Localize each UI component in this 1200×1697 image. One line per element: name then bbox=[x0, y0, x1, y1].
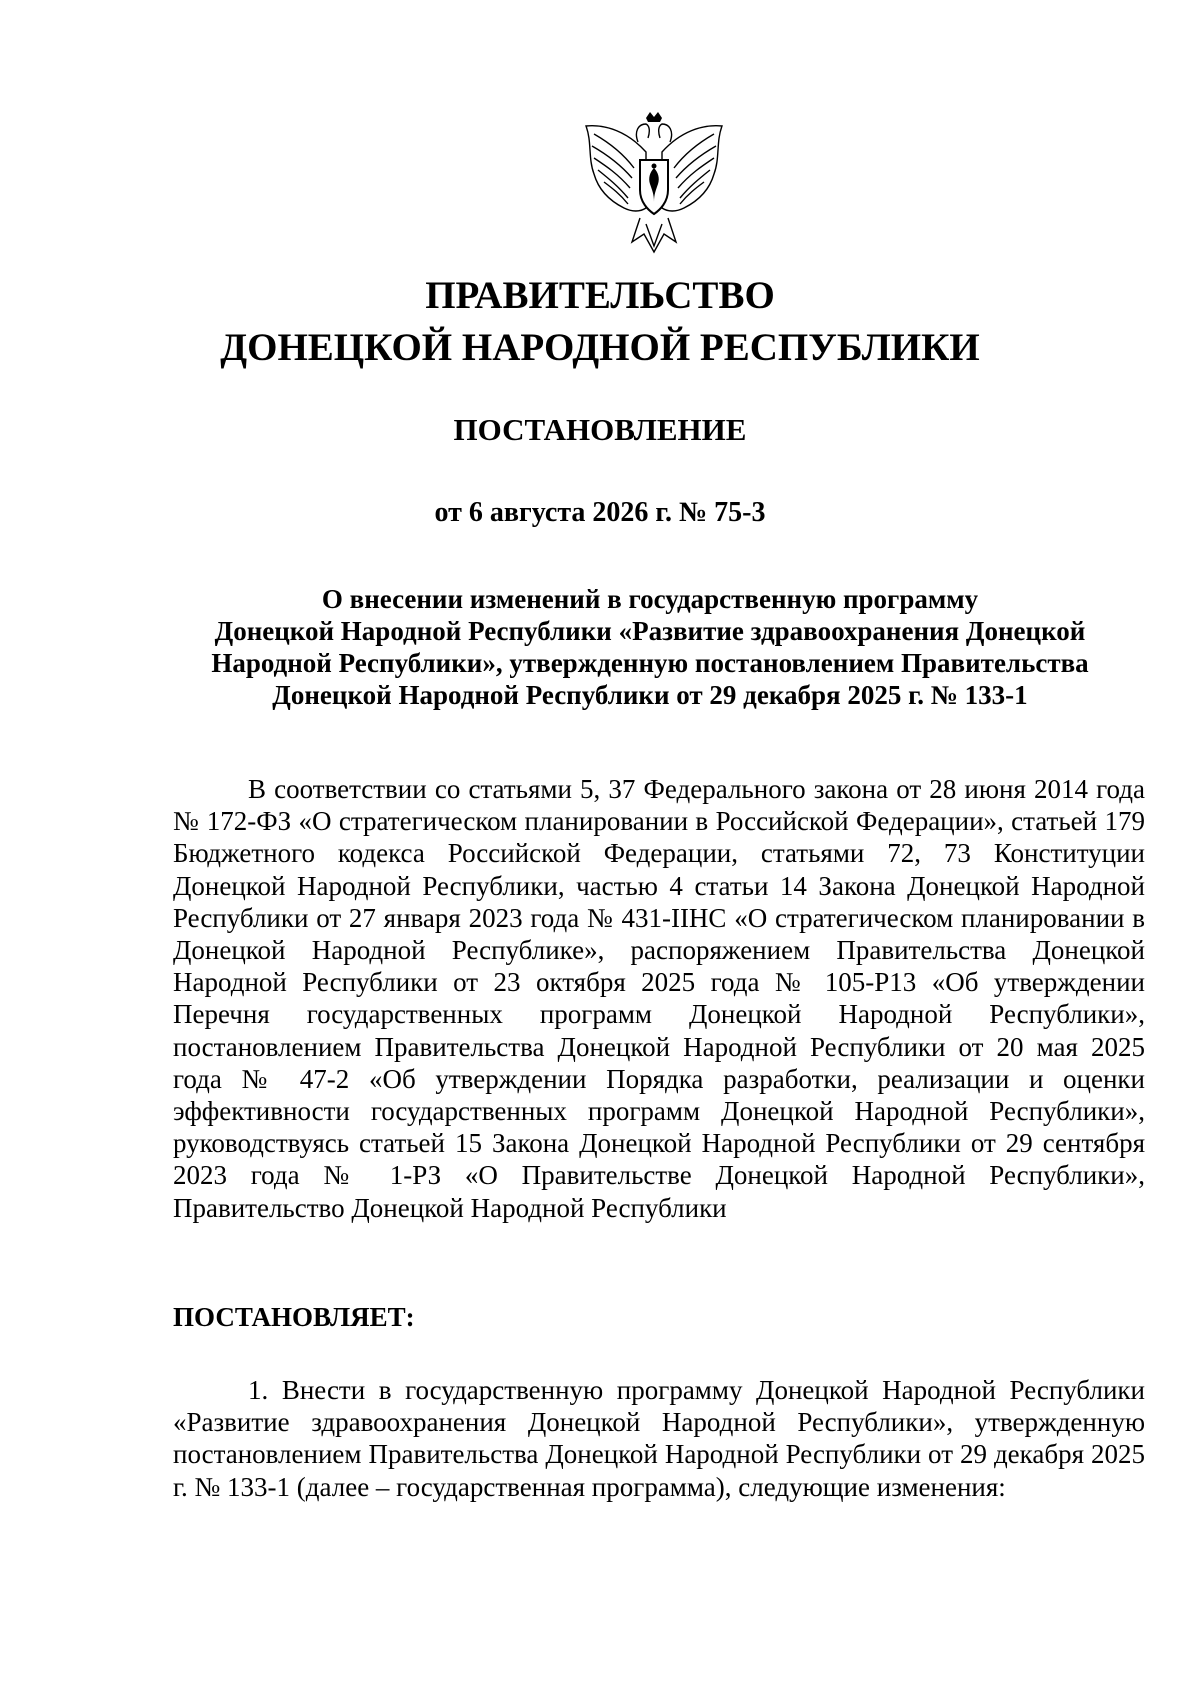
subject-line: Донецкой Народной Республики «Развитие здравоохранения Донецкой bbox=[214, 616, 1086, 646]
authority-line: ПРАВИТЕЛЬСТВО bbox=[425, 274, 775, 317]
subject-line: О внесении изменений в государственную программу bbox=[321, 584, 979, 614]
resolves-heading: ПОСТАНОВЛЯЕТ: bbox=[173, 1302, 415, 1332]
authority-line: ДОНЕЦКОЙ НАРОДНОЙ РЕСПУБЛИКИ bbox=[220, 326, 980, 369]
dpr-coat-of-arms-icon bbox=[568, 112, 740, 258]
issuing-authority bbox=[0, 270, 1200, 374]
subject-line: Народной Республики», утвержденную постановлением Правительства bbox=[211, 648, 1089, 678]
document-type: ПОСТАНОВЛЕНИЕ bbox=[453, 412, 747, 447]
preamble-paragraph: В соответствии со статьями 5, 37 Федерального закона от 28 июня 2014 года № 172-ФЗ «О стратегическом планировании в Российской Федерации», статьей 179 Бюджетного кодекса Российской Федерации, статьями 72, 73 Конституции Донецкой Народной Республики, частью 4 статьи 14 Закона Донецкой Народной Республики от 27 января 2023 года № 431-IIНС «О стратегическом планировании в Донецкой Народной Республике», распоряжением Правительства Донецкой Народной Республики от 23 октября 2025 года № 105-Р13 «Об утверждении Перечня государственных программ Донецкой Народной Республики», постановлением Правительства Донецкой Народной Республики от 20 мая 2025 года № 47-2 «Об утверждении Порядка разработки, реализации и оценки эффективности государственных программ Донецкой Народной Республики», руководствуясь статьей 15 Закона Донецкой Народной Республики от 29 сентября 2023 года № 1-РЗ «О Правительстве Донецкой Народной Республики», Правительство Донецкой Народной Республики bbox=[173, 774, 1145, 1223]
subject-line: Донецкой Народной Республики от 29 декабря 2025 г. № 133-1 bbox=[272, 680, 1028, 710]
document-subject bbox=[170, 583, 1130, 711]
document-date-number: от 6 августа 2026 г. № 75-3 bbox=[434, 497, 766, 528]
resolution-item-1: 1. Внести в государственную программу Донецкой Народной Республики «Развитие здравоохранения Донецкой Народной Республики», утвержденную постановлением Правительства Донецкой Народной Республики от 29 декабря 2025 г. № 133-1 (далее – государственная программа), следующие изменения: bbox=[173, 1375, 1145, 1502]
